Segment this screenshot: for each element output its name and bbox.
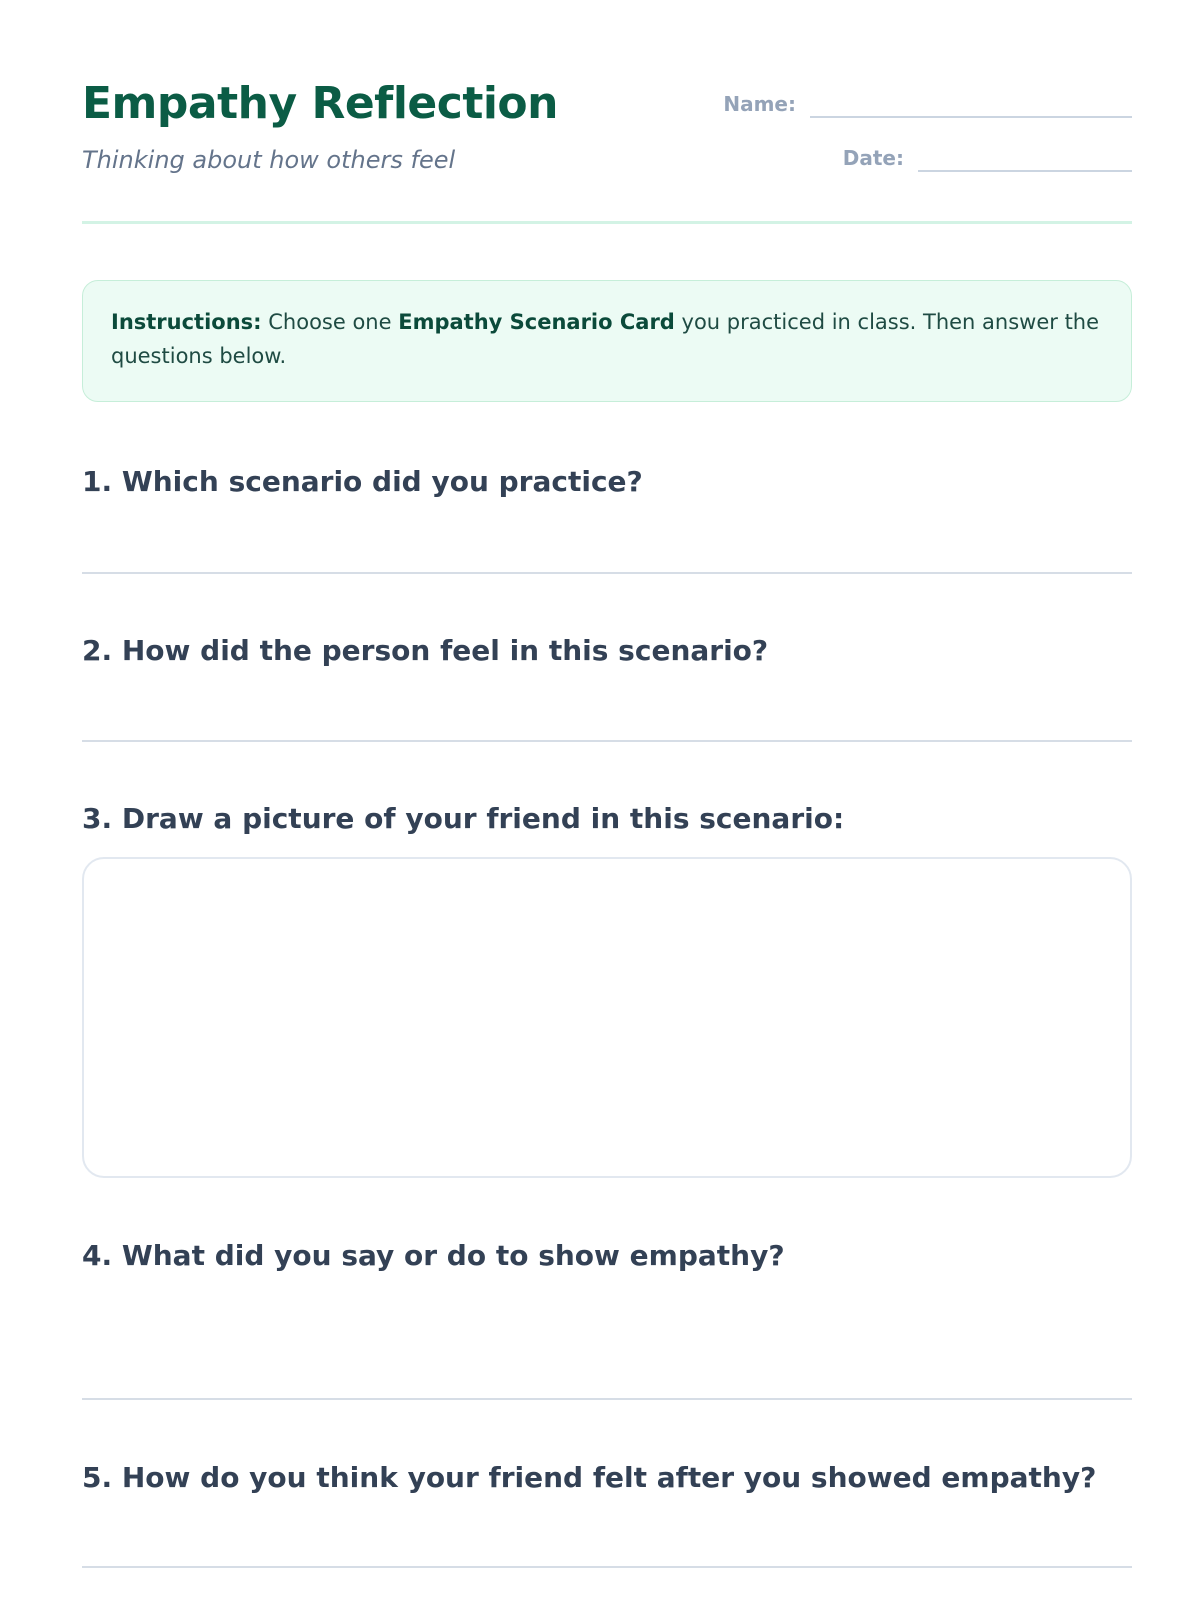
question-1: 1. Which scenario did you practice? [82,465,643,498]
question-2: 2. How did the person feel in this scenario? [82,634,769,667]
name-label: Name: [723,92,796,116]
answer-line-2[interactable] [82,740,1132,742]
worksheet-title: Empathy Reflection [82,78,558,129]
date-input-line[interactable] [918,142,1132,172]
question-4: 4. What did you say or do to show empathy? [82,1239,785,1272]
instructions-box [82,280,1132,402]
answer-line-4[interactable] [82,1398,1132,1400]
drawing-area[interactable] [82,857,1132,1178]
name-input-line[interactable] [810,88,1132,118]
instructions-lead: Instructions: [111,310,262,334]
instructions-card-name: Empathy Scenario Card [398,310,675,334]
instructions-text-1: Choose one [261,310,399,334]
question-3: 3. Draw a picture of your friend in this scenario: [82,802,845,835]
name-field-row [723,88,1132,118]
worksheet-subtitle: Thinking about how others feel [82,146,456,174]
question-5: 5. How do you think your friend felt after you showed empathy? [82,1461,1097,1494]
answer-line-5[interactable] [82,1566,1132,1568]
instructions-text-2: you practiced in class. Then answer the questions below. [111,310,1100,368]
answer-line-1[interactable] [82,572,1132,574]
date-label: Date: [842,146,904,170]
worksheet-page [82,0,1132,1600]
header-divider [82,221,1132,224]
date-field-row [843,142,1132,172]
